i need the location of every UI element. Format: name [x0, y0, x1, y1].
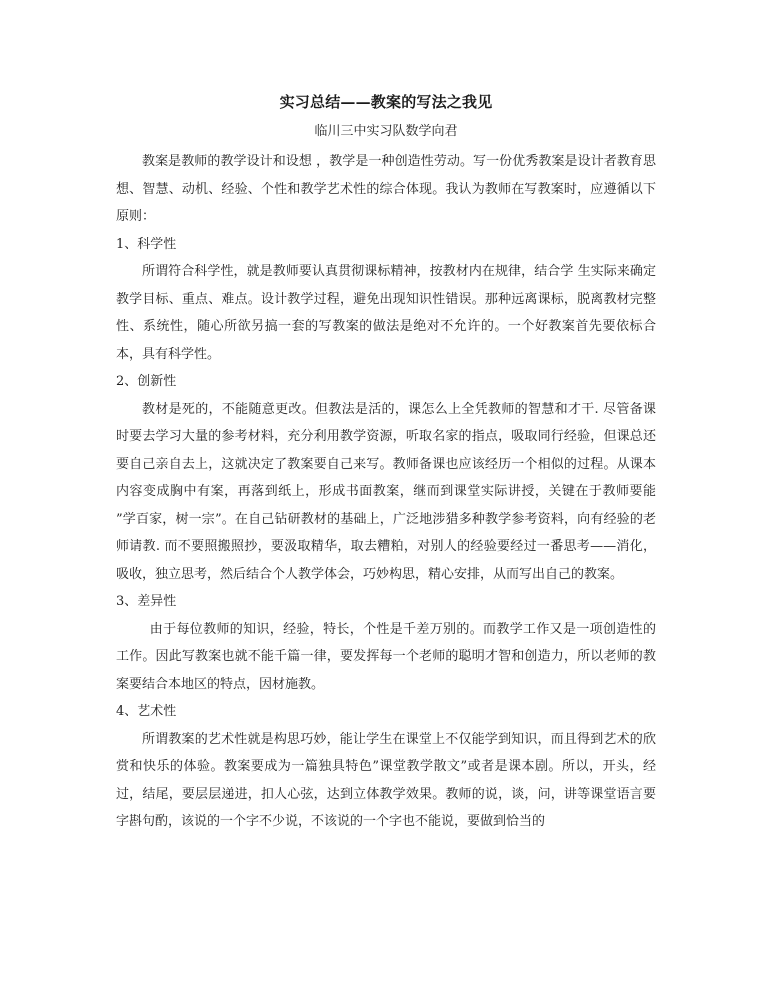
section-paragraph-4: 所谓教案的艺术性就是构思巧妙，能让学生在课堂上不仅能学到知识，而且得到艺术的欣赏和快乐的体验。教案要成为一篇独具特色”课堂教学散文”或者是课本剧。所以，开头，经过，结尾，要层层递进，扣人心弦，达到立体教学效果。教师的说，谈，问，讲等课堂语言要字斟句酌，该说的一个字不少说，不该说的一个字也不能说，要做到恰当的: [116, 731, 656, 829]
section-paragraph-3: 由于每位教师的知识，经验，特长，个性是千差万别的。而教学工作又是一项创造性的工作。因此写教案也就不能千篇一律，要发挥每一个老师的聪明才智和创造力，所以老师的教案要结合本地区的特点，因材施教。: [116, 621, 656, 692]
document-title: 实习总结——教案的写法之我见: [279, 93, 493, 111]
section-heading-3: 3、差异性: [116, 594, 177, 609]
section-paragraph-1: 所谓符合科学性，就是教师要认真贯彻课标精神，按教材内在规律，结合学 生实际来确定教学目标、重点、难点。设计教学过程，避免出现知识性错误。那种远离课标，脱离教材完整性、系统性，随心所欲另搞一套的写教案的做法是绝对不允许的。一个好教案首先要依标合本，具有科学性。: [116, 264, 656, 362]
document-body: [116, 92, 656, 836]
document-subtitle: 临川三中实习队数学向君: [314, 124, 458, 139]
intro-paragraph: 教案是教师的教学设计和设想 ，教学是一种创造性劳动。写一份优秀教案是设计者教育思想、智慧、动机、经验、个性和教学艺术性的综合体现。我认为教师在写教案时，应遵循以下原则：: [116, 154, 656, 224]
section-heading-1: 1、科学性: [116, 236, 177, 252]
section-paragraph-2: 教材是死的，不能随意更改。但教法是活的，课怎么上全凭教师的智慧和才干. 尽管备课时要去学习大量的参考材料，充分利用教学资源，听取名家的指点，吸取同行经验，但课总还要自己亲自去上，这就决定了教案要自己来写。教师备课也应该经历一个相似的过程。从课本内容变成胸中有案，再落到纸上，形成书面教案，继而到课堂实际讲授，关键在于教师要能 ”学百家，树一宗”。在自己钻研教材的基础上，广泛地涉猎多种教学参考资料，向有经验的老师请教. 而不要照搬照抄，要汲取精华，取去糟粕，对别人的经验要经过一番思考——消化，吸收，独立思考，然后结合个人教学体会，巧妙构思，精心安排，从而写出自己的教案。: [116, 401, 656, 582]
section-heading-2: 2、创新性: [116, 374, 177, 389]
section-heading-4: 4、艺术性: [116, 704, 177, 719]
